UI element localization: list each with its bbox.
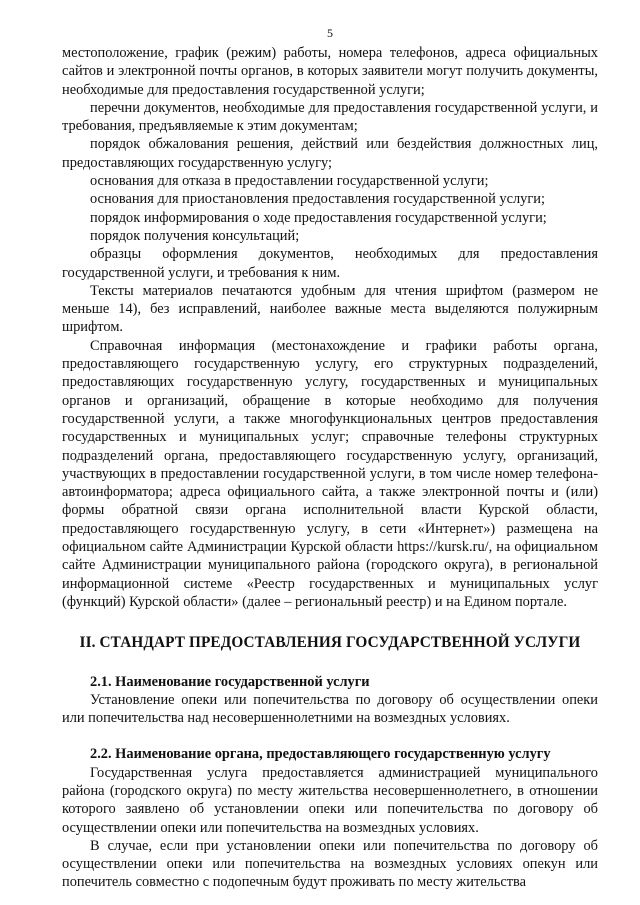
subsection-paragraph: В случае, если при установлении опеки или попечительства по договору об осуществлении опеки или попечительства на возмездных условиях опекун или попечитель совместно с подопечным будут проживать по месту жительства [62,837,598,891]
section-title: II. СТАНДАРТ ПРЕДОСТАВЛЕНИЯ ГОСУДАРСТВЕННОЙ УСЛУГИ [79,634,581,652]
list-item: местоположение, график (режим) работы, номера телефонов, адреса официальных сайтов и электронной почты органов, в которых заявители могут получить документы, необходимые для предоставления государственной услуги; [62,45,598,98]
list-item: основания для приостановления предоставления государственной услуги; [90,191,545,208]
reference-info-paragraph: Справочная информация (местонахождение и графики работы органа, предоставляющего государственную услугу, его структурных подразделений, предоставляющих государственную услугу, государственных и муниципальных органов и организаций, обращение в которые необходимо для получения государственной услуги, а также многофункциональных центров предоставления государственных и муниципальных услуг; справочные телефоны структурных подразделений органа, предоставляющего государственную услугу, организаций, участвующих в предоставлении государственной услуги, в том числе номер телефона-автоинформатора; адреса официального сайта, а также электронной почты и (или) формы обратной связи органа исполнительной власти Курской области, предоставляющего государственную услугу, в сети «Интернет») размещена на официальном сайте Администрации Курской области https://kursk.ru/, на официальном сайте Администрации муниципального района (городского округа), в региональной информационной системе «Реестр государственных и муниципальных услуг (функций) Курской области» (далее – региональный реестр) и на Едином портале. [62,337,598,610]
font-requirements-paragraph: Тексты материалов печатаются удобным для чтения шрифтом (размером не меньше 14), без исправлений, наиболее важные места выделяются полужирным шрифтом. [62,282,598,336]
subsection-title: 2.1. Наименование государственной услуги [90,673,370,690]
list-item: основания для отказа в предоставлении государственной услуги; [90,173,489,190]
list-item: порядок получения консультаций; [90,227,300,244]
subsection-title: 2.2. Наименование органа, предоставляющего государственную услугу [90,746,551,763]
list-item: образцы оформления документов, необходимых для предоставления государственной услуги, и требования к ним. [62,246,598,281]
page-number: 5 [327,26,333,40]
subsection-paragraph: Государственная услуга предоставляется администрацией муниципального района (городского округа) по месту жительства несовершеннолетнего, в отношении которого заявлено об установлении опеки или попечительства по договору об осуществлении опеки или попечительства на возмездных условиях. [62,764,598,836]
list-item: порядок обжалования решения, действий или бездействия должностных лиц, предоставляющих государственную услугу; [62,136,598,171]
list-item: порядок информирования о ходе предоставления государственной услуги; [90,209,547,226]
list-item: перечни документов, необходимые для предоставления государственной услуги, и требования, предъявляемые к этим документам; [62,99,598,135]
subsection-paragraph: Установление опеки или попечительства по договору об осуществлении опеки или попечительства над несовершеннолетними на возмездных условиях. [62,691,598,727]
